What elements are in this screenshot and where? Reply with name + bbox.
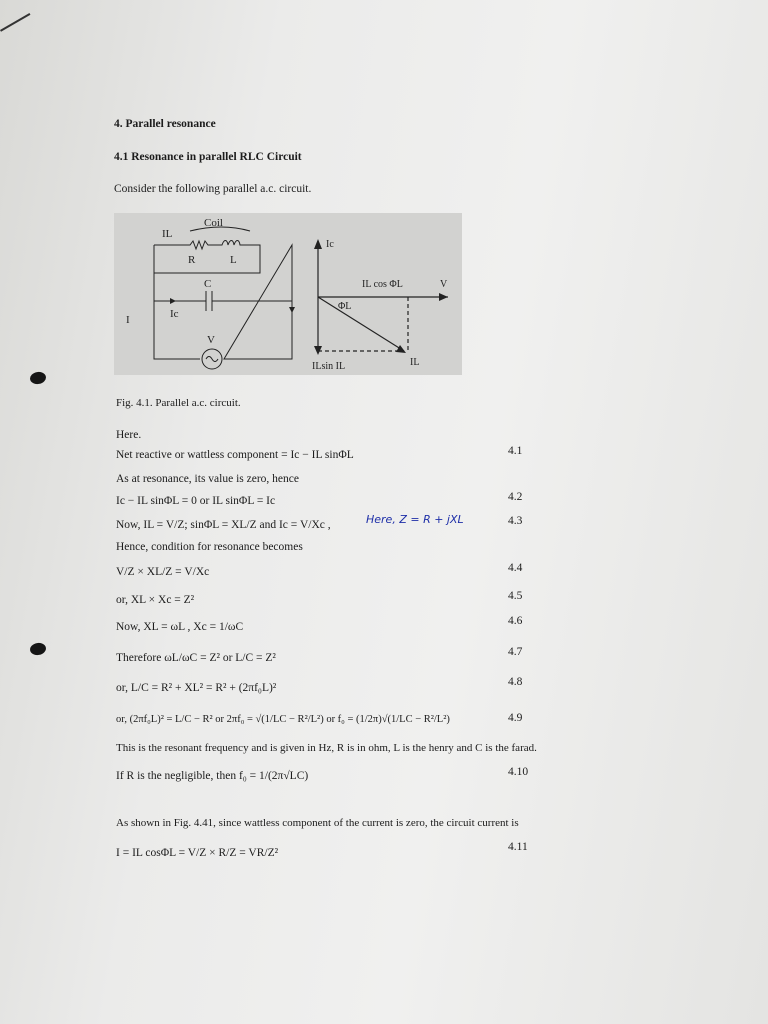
ac-source-wave [206,357,218,362]
figure-caption: Fig. 4.1. Parallel a.c. circuit. [116,397,241,409]
body-line: Here. [116,429,142,441]
equation-number: 4.8 [508,676,523,688]
binder-hole [29,371,47,386]
equation-line: V/Z × XL/Z = V/Xc [116,566,210,578]
v-arrowhead [439,293,448,301]
equation-number: 4.1 [508,445,523,457]
body-line: As at resonance, its value is zero, hence [116,473,299,485]
phasor-phi-label: ΦL [338,301,352,312]
ic-arrow [170,298,176,304]
equation-line: or, XL × Xc = Z² [116,594,195,606]
c-label: C [204,278,212,290]
coil-branch [154,241,260,274]
binder-hole [29,642,47,657]
ic-arrowhead [314,239,322,249]
equation-line: Now, IL = V/Z; sinΦL = XL/Z and Ic = V/Xc , [116,519,331,531]
body-line: This is the resonant frequency and is given in Hz, R is in ohm, L is the henry and C is the farad. [116,742,537,754]
coil-label: Coil [204,217,223,229]
equation-line: or, L/C = R² + XL² = R² + (2πf₀L)² [116,682,277,694]
equation-line: Net reactive or wattless component = Ic − IL sinΦL [116,449,354,461]
equation-line: If R is the negligible, then f₀ = 1/(2π√LC) [116,770,309,782]
body-line: As shown in Fig. 4.41, since wattless component of the current is zero, the circuit current is [116,817,519,829]
body-line: Hence, condition for resonance becomes [116,541,303,553]
equation-line: Therefore ωL/ωC = Z² or L/C = Z² [116,652,276,664]
equation-number: 4.9 [508,712,523,724]
equation-number: 4.11 [508,841,528,853]
equation-number: 4.4 [508,562,523,574]
r-label: R [188,254,196,266]
phasor-diagram [298,213,462,375]
ic-label: Ic [170,308,179,320]
equation-line: I = IL cosΦL = V/Z × R/Z = VR/Z² [116,847,279,859]
equation-number: 4.2 [508,491,523,503]
i-arrow [289,307,295,313]
subsection-heading: 4.1 Resonance in parallel RLC Circuit [114,151,302,163]
equation-number: 4.10 [508,766,529,778]
capacitor-plates [206,291,212,311]
equation-number: 4.3 [508,515,523,527]
phasor-ic-label: Ic [326,239,334,250]
equation-line: Ic − IL sinΦL = 0 or IL sinΦL = Ic [116,495,276,507]
equation-number: 4.6 [508,615,523,627]
phasor-il-sin-label: ILsin IL [312,361,346,372]
phasor-v-label: V [440,279,448,290]
page-corner-mark [0,13,30,32]
outer-wire [154,245,292,359]
handwritten-note: Here, Z = R + jXL [366,513,464,526]
equation-line: or, (2πf₀L)² = L/C − R² or 2πf₀ = √(1/LC − R²/L²) or f₀ = (1/2π)√(1/LC − R²/L²) [116,714,450,725]
i-label: I [126,314,130,326]
phasor-il-label: IL [410,357,420,368]
phasor-il-cos-label: IL cos ΦL [362,279,403,290]
l-label: L [230,254,237,266]
intro-text: Consider the following parallel a.c. circuit. [114,183,312,195]
circuit-diagram [114,213,298,375]
il-phasor [318,297,404,351]
il-arrowhead [396,345,406,353]
equation-number: 4.7 [508,646,523,658]
equation-number: 4.5 [508,590,523,602]
il-label: IL [162,228,173,240]
section-heading: 4. Parallel resonance [114,118,216,130]
v-label: V [207,334,215,346]
equation-line: Now, XL = ωL , Xc = 1/ωC [116,621,244,633]
